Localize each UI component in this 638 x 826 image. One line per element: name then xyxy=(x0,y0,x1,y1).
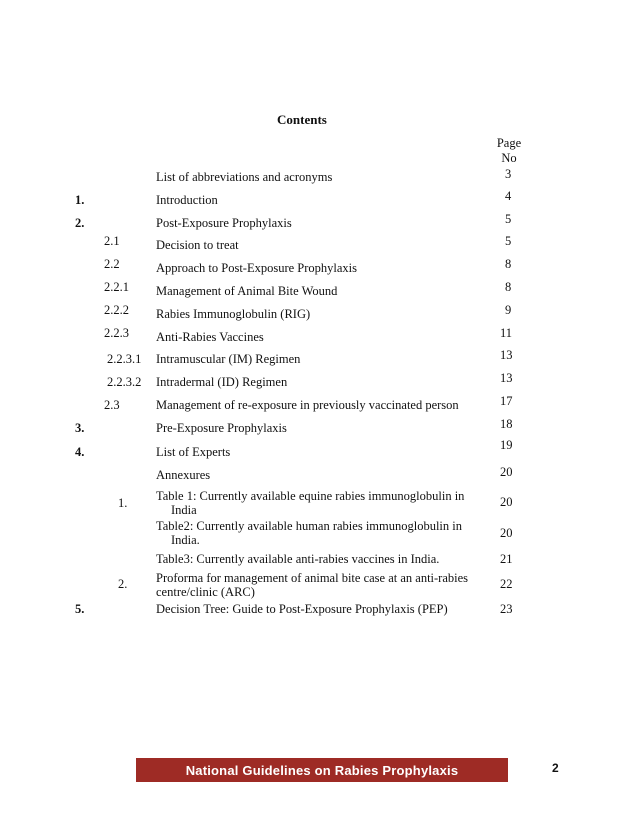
toc-entry-page: 18 xyxy=(500,417,513,431)
toc-entry-page: 5 xyxy=(505,234,512,248)
toc-entry-page: 17 xyxy=(500,394,513,408)
toc-entry-title-line1[interactable]: Table 1: Currently available equine rabies immunoglobulin in xyxy=(156,489,465,503)
toc-entry-page: 3 xyxy=(505,167,512,181)
toc-entry-title[interactable]: Post-Exposure Prophylaxis xyxy=(156,216,292,230)
page-column-header-line1: Page xyxy=(496,136,522,150)
toc-entry-page: 22 xyxy=(500,577,513,591)
toc-entry-title[interactable]: Annexures xyxy=(156,468,211,482)
toc-section-number: 5. xyxy=(75,602,85,616)
toc-subsection-number: 2.2.3.2 xyxy=(107,375,142,389)
toc-entry-title[interactable]: Decision Tree: Guide to Post-Exposure Prophylaxis (PEP) xyxy=(156,602,448,616)
toc-entry-page: 23 xyxy=(500,602,513,616)
toc-entry-title[interactable]: Pre-Exposure Prophylaxis xyxy=(156,421,287,435)
toc-section-number: 3. xyxy=(75,421,85,435)
toc-entry-page: 11 xyxy=(500,326,513,340)
toc-entry-page: 20 xyxy=(500,495,513,509)
toc-subsection-number: 2.2.3.1 xyxy=(107,352,142,366)
toc-entry-page: 9 xyxy=(505,303,512,317)
toc-section-number: 2. xyxy=(75,216,85,230)
toc-subsection-number: 2.2 xyxy=(104,257,120,271)
toc-entry-title[interactable]: Rabies Immunoglobulin (RIG) xyxy=(156,307,311,321)
toc-entry-title-line1[interactable]: Table2: Currently available human rabies immunoglobulin in xyxy=(156,519,462,533)
page-number: 2 xyxy=(552,761,559,775)
toc-entry-page: 8 xyxy=(505,280,512,294)
toc-entry-page: 8 xyxy=(505,257,512,271)
toc-subsection-number: 2.3 xyxy=(104,398,120,412)
toc-entry-title[interactable]: List of abbreviations and acronyms xyxy=(156,170,333,184)
footer-banner xyxy=(136,758,508,782)
toc-entry-page: 20 xyxy=(500,526,513,540)
toc-entry-page: 21 xyxy=(500,552,513,566)
toc-entry-page: 20 xyxy=(500,465,513,479)
toc-entry-title[interactable]: List of Experts xyxy=(156,445,231,459)
contents-heading: Contents xyxy=(277,112,327,127)
toc-entry-title-line2[interactable]: centre/clinic (ARC) xyxy=(156,585,255,599)
toc-entry-page: 13 xyxy=(500,348,513,362)
toc-subsection-number: 2.2.2 xyxy=(104,303,129,317)
toc-section-number: 1. xyxy=(75,193,85,207)
toc-entry-title[interactable]: Decision to treat xyxy=(156,238,239,252)
toc-annex-number: 1. xyxy=(118,496,128,510)
toc-subsection-number: 2.2.1 xyxy=(104,280,129,294)
toc-entry-title[interactable]: Management of Animal Bite Wound xyxy=(156,284,338,298)
toc-entry-title-line2[interactable]: India. xyxy=(171,533,200,547)
toc-entry-title[interactable]: Anti-Rabies Vaccines xyxy=(156,330,264,344)
toc-entry-title[interactable]: Introduction xyxy=(156,193,218,207)
toc-entry-page: 5 xyxy=(505,212,512,226)
toc-subsection-number: 2.1 xyxy=(104,234,120,248)
toc-section-number: 4. xyxy=(75,445,85,459)
toc-annex-number: 2. xyxy=(118,577,128,591)
footer-banner-text: National Guidelines on Rabies Prophylaxis xyxy=(185,762,459,778)
toc-entry-title[interactable]: Intradermal (ID) Regimen xyxy=(156,375,288,389)
toc-subsection-number: 2.2.3 xyxy=(104,326,129,340)
toc-entry-page: 4 xyxy=(505,189,512,203)
toc-entry-page: 13 xyxy=(500,371,513,385)
page-column-header-line2: No xyxy=(501,151,517,165)
toc-entry-title-line1[interactable]: Proforma for management of animal bite case at an anti-rabies xyxy=(156,571,469,585)
toc-entry-title[interactable]: Intramuscular (IM) Regimen xyxy=(156,352,301,366)
toc-entry-page: 19 xyxy=(500,438,513,452)
toc-entry-title[interactable]: Approach to Post-Exposure Prophylaxis xyxy=(156,261,358,275)
toc-entry-title[interactable]: Table3: Currently available anti-rabies vaccines in India. xyxy=(156,552,440,566)
toc-entry-title[interactable]: Management of re-exposure in previously vaccinated person xyxy=(156,398,459,412)
toc-entry-title-line2[interactable]: India xyxy=(171,503,197,517)
